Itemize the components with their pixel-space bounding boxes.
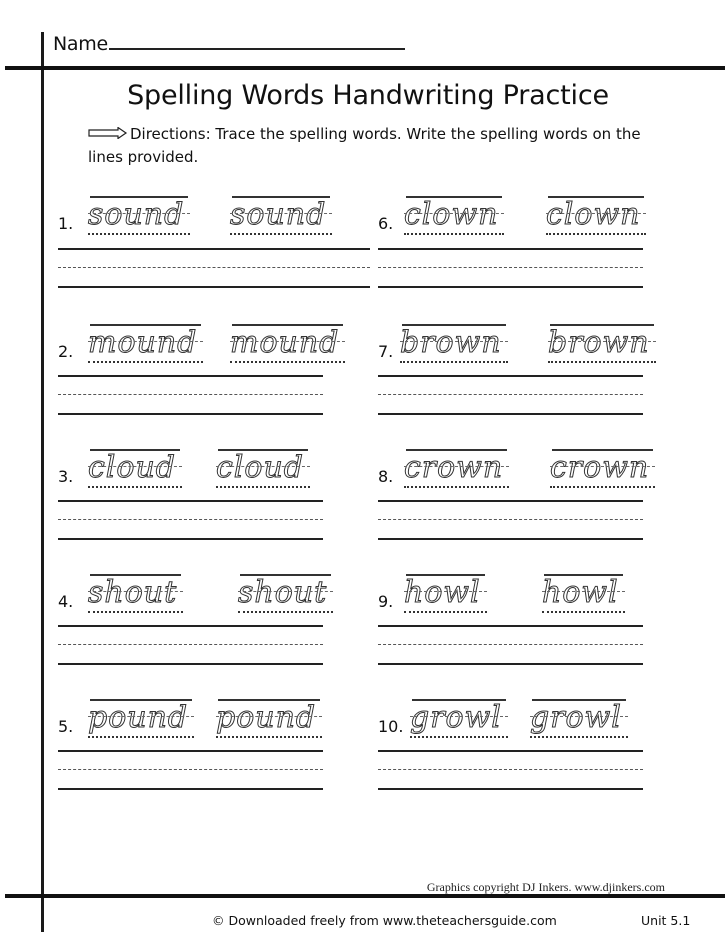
trace-word[interactable]: howl bbox=[404, 574, 481, 610]
writing-line-mid bbox=[58, 394, 323, 395]
trace-word[interactable]: growl bbox=[410, 699, 502, 735]
trace-word[interactable]: crown bbox=[404, 449, 503, 485]
item-number: 7. bbox=[378, 342, 394, 361]
trace-word[interactable]: sound bbox=[88, 196, 184, 232]
arrow-right-outline-icon bbox=[88, 123, 128, 146]
writing-line-top[interactable] bbox=[58, 750, 323, 752]
practice-item-6 bbox=[378, 192, 698, 292]
directions bbox=[88, 123, 668, 169]
writing-line-base[interactable] bbox=[378, 663, 643, 665]
writing-line-mid bbox=[58, 769, 323, 770]
margin-vertical-rule bbox=[41, 32, 44, 932]
trace-word[interactable]: sound bbox=[230, 196, 326, 232]
trace-word[interactable]: pound bbox=[216, 699, 316, 735]
writing-line-base[interactable] bbox=[58, 413, 323, 415]
writing-line-top[interactable] bbox=[378, 750, 643, 752]
name-label: Name bbox=[53, 33, 108, 55]
writing-line-top[interactable] bbox=[378, 625, 643, 627]
name-field[interactable] bbox=[53, 32, 405, 55]
trace-word[interactable]: shout bbox=[88, 574, 177, 610]
practice-item-1 bbox=[58, 192, 378, 292]
practice-item-8 bbox=[378, 445, 698, 545]
download-notice: © Downloaded freely from www.theteachersguide.com bbox=[212, 913, 557, 928]
header-rule bbox=[5, 66, 725, 70]
trace-word[interactable]: mound bbox=[88, 324, 197, 360]
practice-item-7 bbox=[378, 320, 698, 420]
page-title: Spelling Words Handwriting Practice bbox=[127, 80, 609, 111]
writing-line-top[interactable] bbox=[58, 375, 323, 377]
trace-word[interactable]: growl bbox=[530, 699, 622, 735]
practice-item-2 bbox=[58, 320, 378, 420]
writing-line-top[interactable] bbox=[378, 500, 643, 502]
item-number: 10. bbox=[378, 717, 404, 736]
item-number: 3. bbox=[58, 467, 74, 486]
writing-line-mid bbox=[58, 267, 370, 268]
writing-line-mid bbox=[378, 644, 643, 645]
writing-line-base[interactable] bbox=[378, 413, 643, 415]
directions-text: Directions: Trace the spelling words. Write the spelling words on the lines provided. bbox=[88, 125, 641, 166]
writing-line-base[interactable] bbox=[378, 286, 643, 288]
item-number: 8. bbox=[378, 467, 394, 486]
writing-line-top[interactable] bbox=[378, 375, 643, 377]
item-number: 1. bbox=[58, 214, 74, 233]
writing-line-base[interactable] bbox=[378, 788, 643, 790]
practice-item-10 bbox=[378, 695, 698, 795]
writing-line-mid bbox=[58, 519, 323, 520]
trace-word[interactable]: cloud bbox=[216, 449, 304, 485]
item-number: 9. bbox=[378, 592, 394, 611]
writing-line-base[interactable] bbox=[58, 286, 370, 288]
writing-line-mid bbox=[378, 519, 643, 520]
trace-word[interactable]: brown bbox=[400, 324, 502, 360]
practice-item-4 bbox=[58, 570, 378, 670]
writing-line-base[interactable] bbox=[378, 538, 643, 540]
trace-word[interactable]: clown bbox=[546, 196, 640, 232]
writing-line-mid bbox=[378, 394, 643, 395]
writing-line-top[interactable] bbox=[58, 248, 370, 250]
writing-line-base[interactable] bbox=[58, 663, 323, 665]
name-blank-line[interactable] bbox=[109, 32, 405, 50]
writing-line-base[interactable] bbox=[58, 788, 323, 790]
trace-word[interactable]: clown bbox=[404, 196, 498, 232]
unit-label: Unit 5.1 bbox=[641, 913, 691, 928]
item-number: 4. bbox=[58, 592, 74, 611]
writing-line-mid bbox=[378, 769, 643, 770]
writing-line-mid bbox=[58, 644, 323, 645]
item-number: 5. bbox=[58, 717, 74, 736]
practice-item-3 bbox=[58, 445, 378, 545]
trace-word[interactable]: cloud bbox=[88, 449, 176, 485]
writing-line-top[interactable] bbox=[58, 500, 323, 502]
trace-word[interactable]: howl bbox=[542, 574, 619, 610]
trace-word[interactable]: mound bbox=[230, 324, 339, 360]
graphics-credit: Graphics copyright DJ Inkers. www.djinkers.com bbox=[426, 880, 665, 894]
writing-line-top[interactable] bbox=[58, 625, 323, 627]
trace-word[interactable]: brown bbox=[548, 324, 650, 360]
item-number: 6. bbox=[378, 214, 394, 233]
trace-word[interactable]: pound bbox=[88, 699, 188, 735]
writing-line-base[interactable] bbox=[58, 538, 323, 540]
trace-word[interactable]: crown bbox=[550, 449, 649, 485]
item-number: 2. bbox=[58, 342, 74, 361]
practice-item-5 bbox=[58, 695, 378, 795]
writing-line-top[interactable] bbox=[378, 248, 643, 250]
trace-word[interactable]: shout bbox=[238, 574, 327, 610]
writing-line-mid bbox=[378, 267, 643, 268]
practice-item-9 bbox=[378, 570, 698, 670]
